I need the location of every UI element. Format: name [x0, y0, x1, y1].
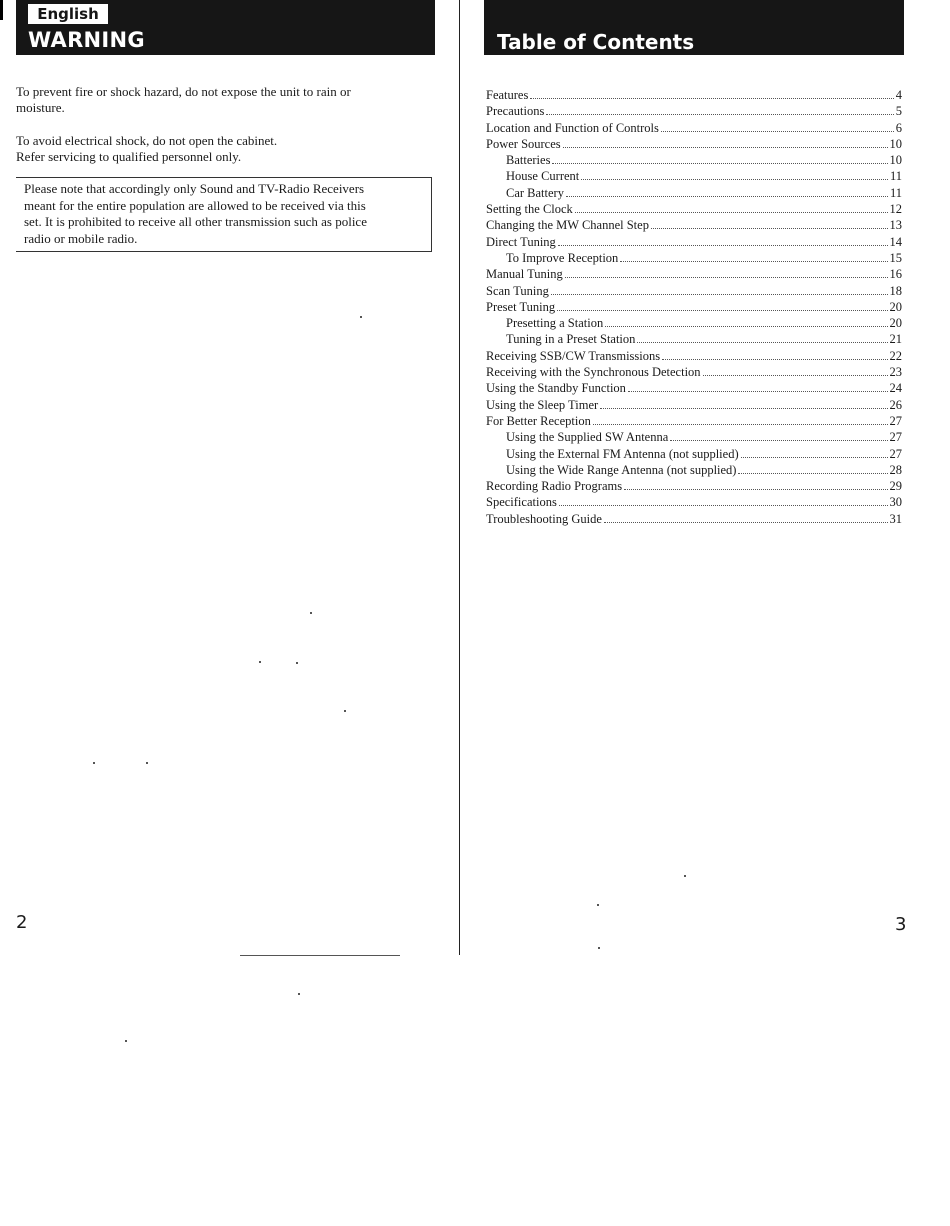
toc-leader-dots [581, 179, 888, 180]
warning-heading: WARNING [28, 28, 145, 52]
toc-entry-label: Setting the Clock [486, 202, 573, 217]
toc-leader-dots [605, 326, 887, 327]
toc-entry-page: 31 [889, 511, 902, 526]
toc-entry [486, 250, 902, 266]
margin-mark [0, 0, 3, 20]
toc-entry-label: Recording Radio Programs [486, 479, 623, 494]
toc-entry [486, 217, 902, 233]
toc-entry-page: 10 [889, 136, 902, 151]
toc-entry [486, 364, 902, 380]
toc-entry-page: 18 [889, 283, 902, 298]
toc-entry-page: 14 [889, 234, 902, 249]
toc-leader-dots [566, 196, 888, 197]
toc-leader-dots [651, 228, 888, 229]
toc-leader-dots [557, 310, 887, 311]
toc-entry-label: Receiving SSB/CW Transmissions [486, 348, 661, 363]
scan-speck [296, 662, 298, 664]
toc-leader-dots [637, 342, 887, 343]
toc-leader-dots [558, 245, 888, 246]
toc-entry-page: 16 [889, 267, 902, 282]
toc-entry-page: 24 [889, 381, 902, 396]
toc-entry [486, 234, 902, 250]
toc-entry-label: Scan Tuning [486, 283, 549, 298]
toc-entry-page: 27 [889, 413, 902, 428]
toc-leader-dots [559, 505, 888, 506]
toc-entry [486, 315, 902, 331]
toc-entry-label: Using the Supplied SW Antenna [506, 430, 669, 445]
toc-leader-dots [530, 98, 893, 99]
toc-entry-label: Using the Wide Range Antenna (not supplied) [506, 462, 737, 477]
toc-entry [486, 266, 902, 282]
scan-line-mark [240, 955, 400, 956]
scan-speck [93, 762, 95, 764]
warning-paragraph-2-line-2: Refer servicing to qualified personnel only. [16, 149, 242, 164]
toc-entry-page: 13 [889, 218, 902, 233]
toc-heading: Table of Contents [497, 30, 695, 54]
warning-paragraph-2-line-1: To avoid electrical shock, do not open the cabinet. [16, 133, 278, 148]
toc-entry-page: 27 [889, 430, 902, 445]
toc-entry [486, 380, 902, 396]
toc-entry-page: 22 [889, 348, 902, 363]
toc-entry-page: 20 [889, 316, 902, 331]
toc-entry-label: Changing the MW Channel Step [486, 218, 649, 233]
toc-leader-dots [662, 359, 887, 360]
scan-speck [146, 762, 148, 764]
toc-entry [486, 478, 902, 494]
right-page-number: 3 [895, 914, 907, 935]
toc-entry [486, 494, 902, 510]
toc-entry-page: 29 [889, 479, 902, 494]
toc-entry-page: 5 [895, 104, 902, 119]
toc-entry [486, 429, 902, 445]
toc-entry-label: Using the Standby Function [486, 381, 626, 396]
notice-text [24, 181, 424, 247]
toc-leader-dots [604, 522, 888, 523]
toc-entry [486, 168, 902, 184]
warning-paragraph-1-line-2: moisture. [16, 100, 65, 115]
toc-entry [486, 462, 902, 478]
toc-entry-page: 23 [889, 365, 902, 380]
scan-speck [684, 875, 686, 877]
notice-line: meant for the entire population are allowed to be received via this [24, 197, 366, 213]
toc-entry [486, 299, 902, 315]
toc-entry-label: Power Sources [486, 136, 561, 151]
toc-entry-label: Preset Tuning [486, 299, 556, 314]
toc-entry-label: For Better Reception [486, 413, 591, 428]
toc-leader-dots [620, 261, 887, 262]
toc-leader-dots [703, 375, 888, 376]
scan-speck [597, 904, 599, 906]
scan-speck [344, 710, 346, 712]
toc-entry [486, 120, 902, 136]
toc-entry-label: Location and Function of Controls [486, 120, 659, 135]
toc-entry-page: 15 [889, 250, 902, 265]
toc-entry-label: Using the Sleep Timer [486, 397, 599, 412]
toc-entry-label: Tuning in a Preset Station [506, 332, 636, 347]
toc-entry-page: 30 [889, 495, 902, 510]
toc-entry-label: Receiving with the Synchronous Detection [486, 365, 701, 380]
toc-entry [486, 201, 902, 217]
toc-leader-dots [565, 277, 888, 278]
toc-leader-dots [552, 163, 887, 164]
toc-entry-label: Precautions [486, 104, 545, 119]
notice-line: set. It is prohibited to receive all other transmission such as police [24, 214, 367, 229]
toc-entry-label: Manual Tuning [486, 267, 563, 282]
toc-entry-page: 21 [889, 332, 902, 347]
toc-entry [486, 283, 902, 299]
toc-entry [486, 348, 902, 364]
language-tab: English [28, 4, 108, 24]
toc-entry-label: Features [486, 88, 529, 102]
toc-entry [486, 87, 902, 103]
warning-paragraph-1-line-1: To prevent fire or shock hazard, do not expose the unit to rain or [16, 84, 351, 99]
toc-entry [486, 413, 902, 429]
toc-entry-label: Car Battery [506, 185, 564, 200]
toc-leader-dots [628, 391, 888, 392]
scan-speck [125, 1040, 127, 1042]
toc-entry-page: 6 [895, 120, 902, 135]
toc-entry-label: Direct Tuning [486, 234, 556, 249]
toc-entry-page: 11 [889, 185, 902, 200]
scan-speck [598, 947, 600, 949]
scan-speck [360, 316, 362, 318]
scan-speck [298, 993, 300, 995]
toc-entry-page: 26 [889, 397, 902, 412]
toc-entry-label: To Improve Reception [506, 250, 619, 265]
toc-entry-label: Specifications [486, 495, 557, 510]
toc-entry-page: 4 [895, 88, 902, 102]
toc-leader-dots [670, 440, 887, 441]
toc-entry [486, 397, 902, 413]
toc-entry-label: House Current [506, 169, 580, 184]
scan-speck [310, 612, 312, 614]
toc-leader-dots [624, 489, 887, 490]
notice-line: Please note that accordingly only Sound and TV-Radio Receivers [24, 181, 365, 196]
toc-entry-page: 27 [889, 446, 902, 461]
toc-entry [486, 331, 902, 347]
toc-entry [486, 136, 902, 152]
toc-entry-page: 10 [889, 153, 902, 168]
toc-leader-dots [563, 147, 888, 148]
page-divider [459, 0, 460, 955]
toc-entry [486, 185, 902, 201]
toc-entry-label: Presetting a Station [506, 316, 604, 331]
toc-leader-dots [741, 457, 888, 458]
notice-line: radio or mobile radio. [24, 230, 138, 246]
toc-leader-dots [593, 424, 888, 425]
toc-entry-page: 28 [889, 462, 902, 477]
toc-entry [486, 152, 902, 168]
scan-speck [259, 661, 261, 663]
left-page-number: 2 [16, 912, 28, 933]
toc-entry-page: 20 [889, 299, 902, 314]
toc-leader-dots [575, 212, 888, 213]
toc-entry-label: Troubleshooting Guide [486, 511, 602, 526]
toc-entry-label: Batteries [506, 153, 551, 168]
toc-entry-label: Using the External FM Antenna (not supplied) [506, 446, 739, 461]
toc-leader-dots [738, 473, 887, 474]
toc-leader-dots [661, 131, 894, 132]
toc-entry [486, 511, 902, 527]
toc-leader-dots [546, 114, 893, 115]
toc-entry-page: 12 [889, 202, 902, 217]
toc-leader-dots [551, 294, 888, 295]
toc-entry-page: 11 [889, 169, 902, 184]
toc-entry [486, 103, 902, 119]
toc-list [486, 87, 902, 527]
toc-leader-dots [600, 408, 887, 409]
toc-entry [486, 446, 902, 462]
